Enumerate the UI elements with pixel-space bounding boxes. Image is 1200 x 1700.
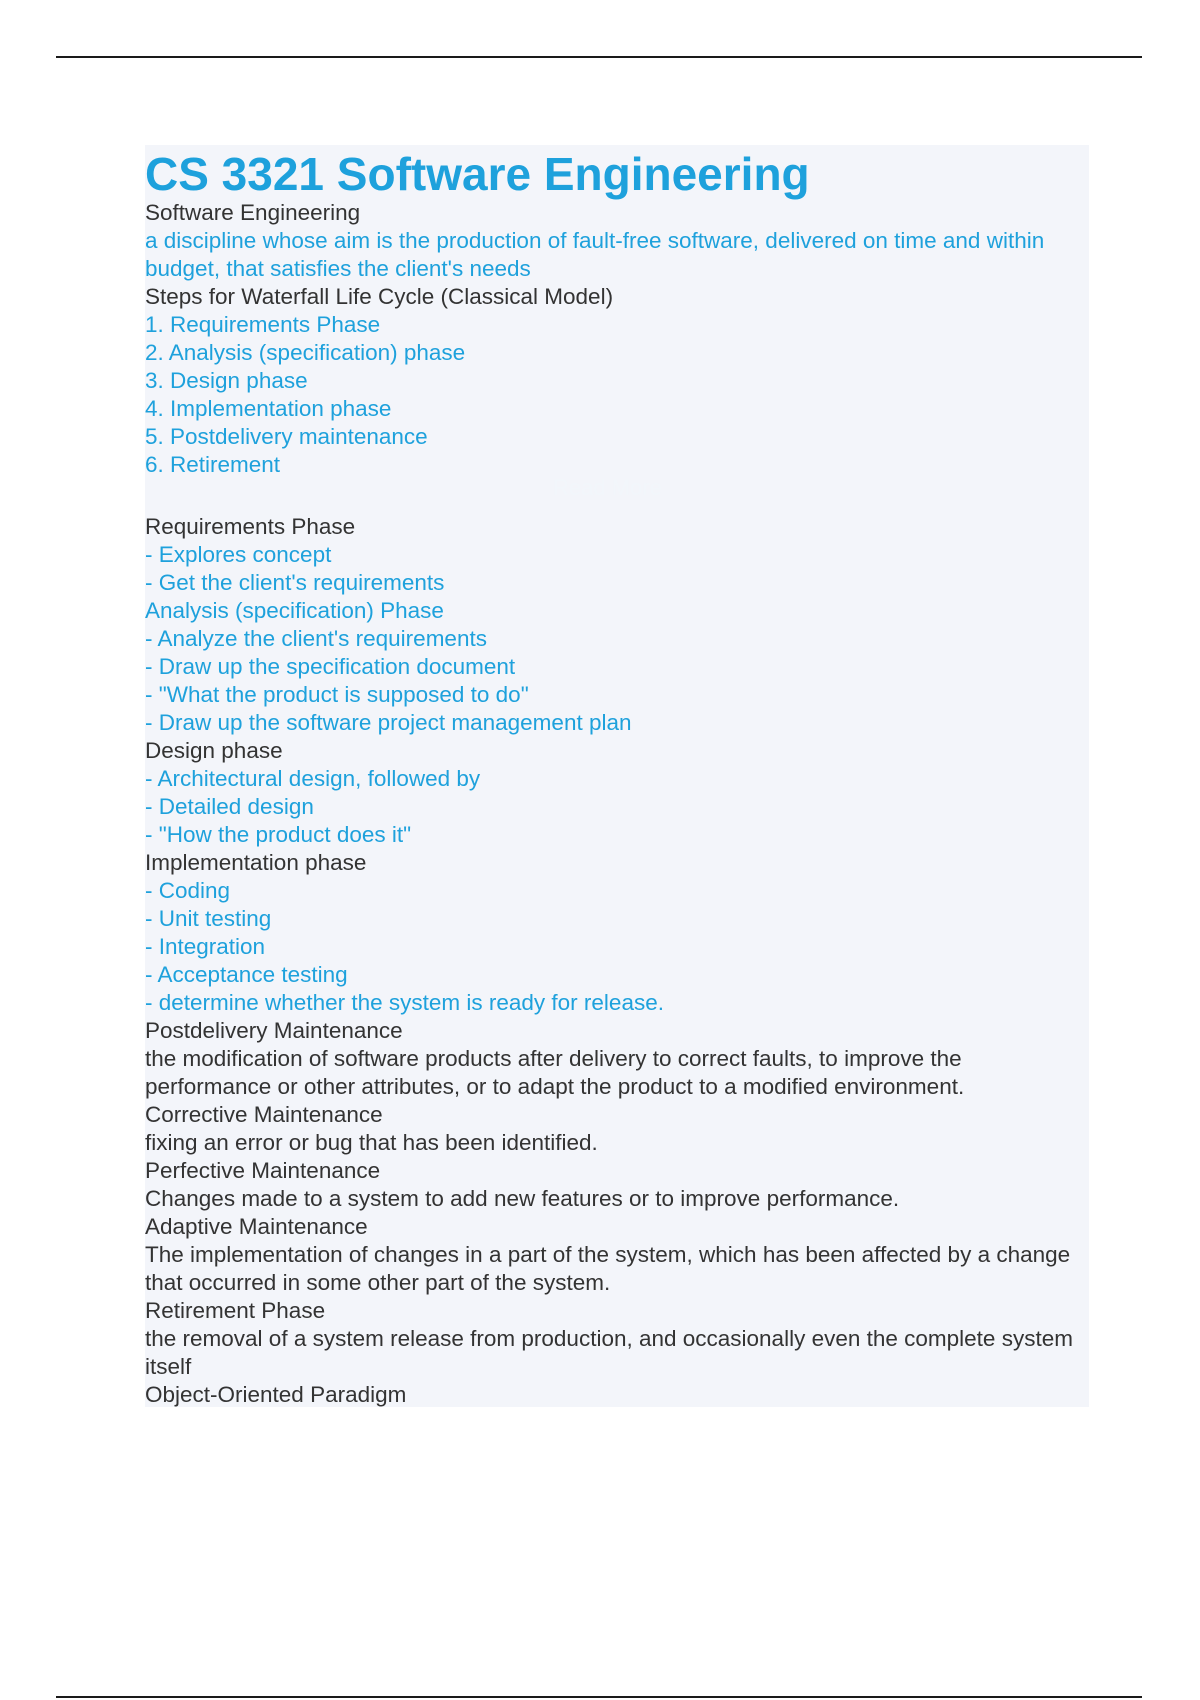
definition-text: The implementation of changes in a part of the system, which has been affected by a change that occurred in some other part of the system. [145,1242,1071,1295]
bottom-divider [56,1696,1142,1698]
definition-text: Changes made to a system to add new features or to improve performance. [145,1186,900,1211]
term-heading: Object-Oriented Paradigm [145,1382,407,1407]
definition-text: 3. Design phase [145,368,308,393]
definition-text: 2. Analysis (specification) phase [145,340,466,365]
definition-text: - "How the product does it" [145,822,412,847]
term-heading: Perfective Maintenance [145,1158,381,1183]
definition-text: - Analyze the client's requirements [145,626,487,651]
definition-text: 5. Postdelivery maintenance [145,424,428,449]
definition-text: - Integration [145,934,266,959]
read-more-link[interactable]: Read More [553,475,662,500]
definition-text: 4. Implementation phase [145,396,392,421]
document-title: CS 3321 Software Engineering [145,148,810,200]
term-heading: Postdelivery Maintenance [145,1018,403,1043]
top-divider [56,56,1142,58]
term-heading: Steps for Waterfall Life Cycle (Classical Model) [145,284,614,309]
definition-text: - "What the product is supposed to do" [145,682,529,707]
overview-section [145,199,1080,479]
definition-text: - determine whether the system is ready for release. [145,990,664,1015]
definition-text: fixing an error or bug that has been identified. [145,1130,598,1155]
term-heading: Requirements Phase [145,514,356,539]
definition-text: Analysis (specification) Phase [145,598,444,623]
definition-text: - Get the client's requirements [145,570,445,595]
section-gap [145,475,1080,513]
term-heading: Software Engineering [145,200,361,225]
definition-text: 1. Requirements Phase [145,312,381,337]
term-heading: Corrective Maintenance [145,1102,383,1127]
term-heading: Adaptive Maintenance [145,1214,368,1239]
study-content [145,199,1080,1409]
definition-text: - Architectural design, followed by [145,766,481,791]
term-heading: Design phase [145,738,283,763]
definition-text: - Unit testing [145,906,272,931]
term-heading: Implementation phase [145,850,367,875]
definition-text: a discipline whose aim is the production of fault-free software, delivered on time and within budget, that satisfies the client's needs [145,228,1045,281]
definition-text: - Acceptance testing [145,962,348,987]
definition-text: - Draw up the specification document [145,654,516,679]
definition-text: the modification of software products after delivery to correct faults, to improve the performance or other attributes, or to adapt the product to a modified environment. [145,1046,965,1099]
definition-text: - Coding [145,878,231,903]
phases-section [145,513,1080,1409]
definition-text: 6. Retirement [145,452,281,477]
definition-text: the removal of a system release from production, and occasionally even the complete system itself [145,1326,1073,1379]
definition-text: - Detailed design [145,794,314,819]
definition-text: - Draw up the software project management plan [145,710,632,735]
definition-text: - Explores concept [145,542,332,567]
term-heading: Retirement Phase [145,1298,326,1323]
